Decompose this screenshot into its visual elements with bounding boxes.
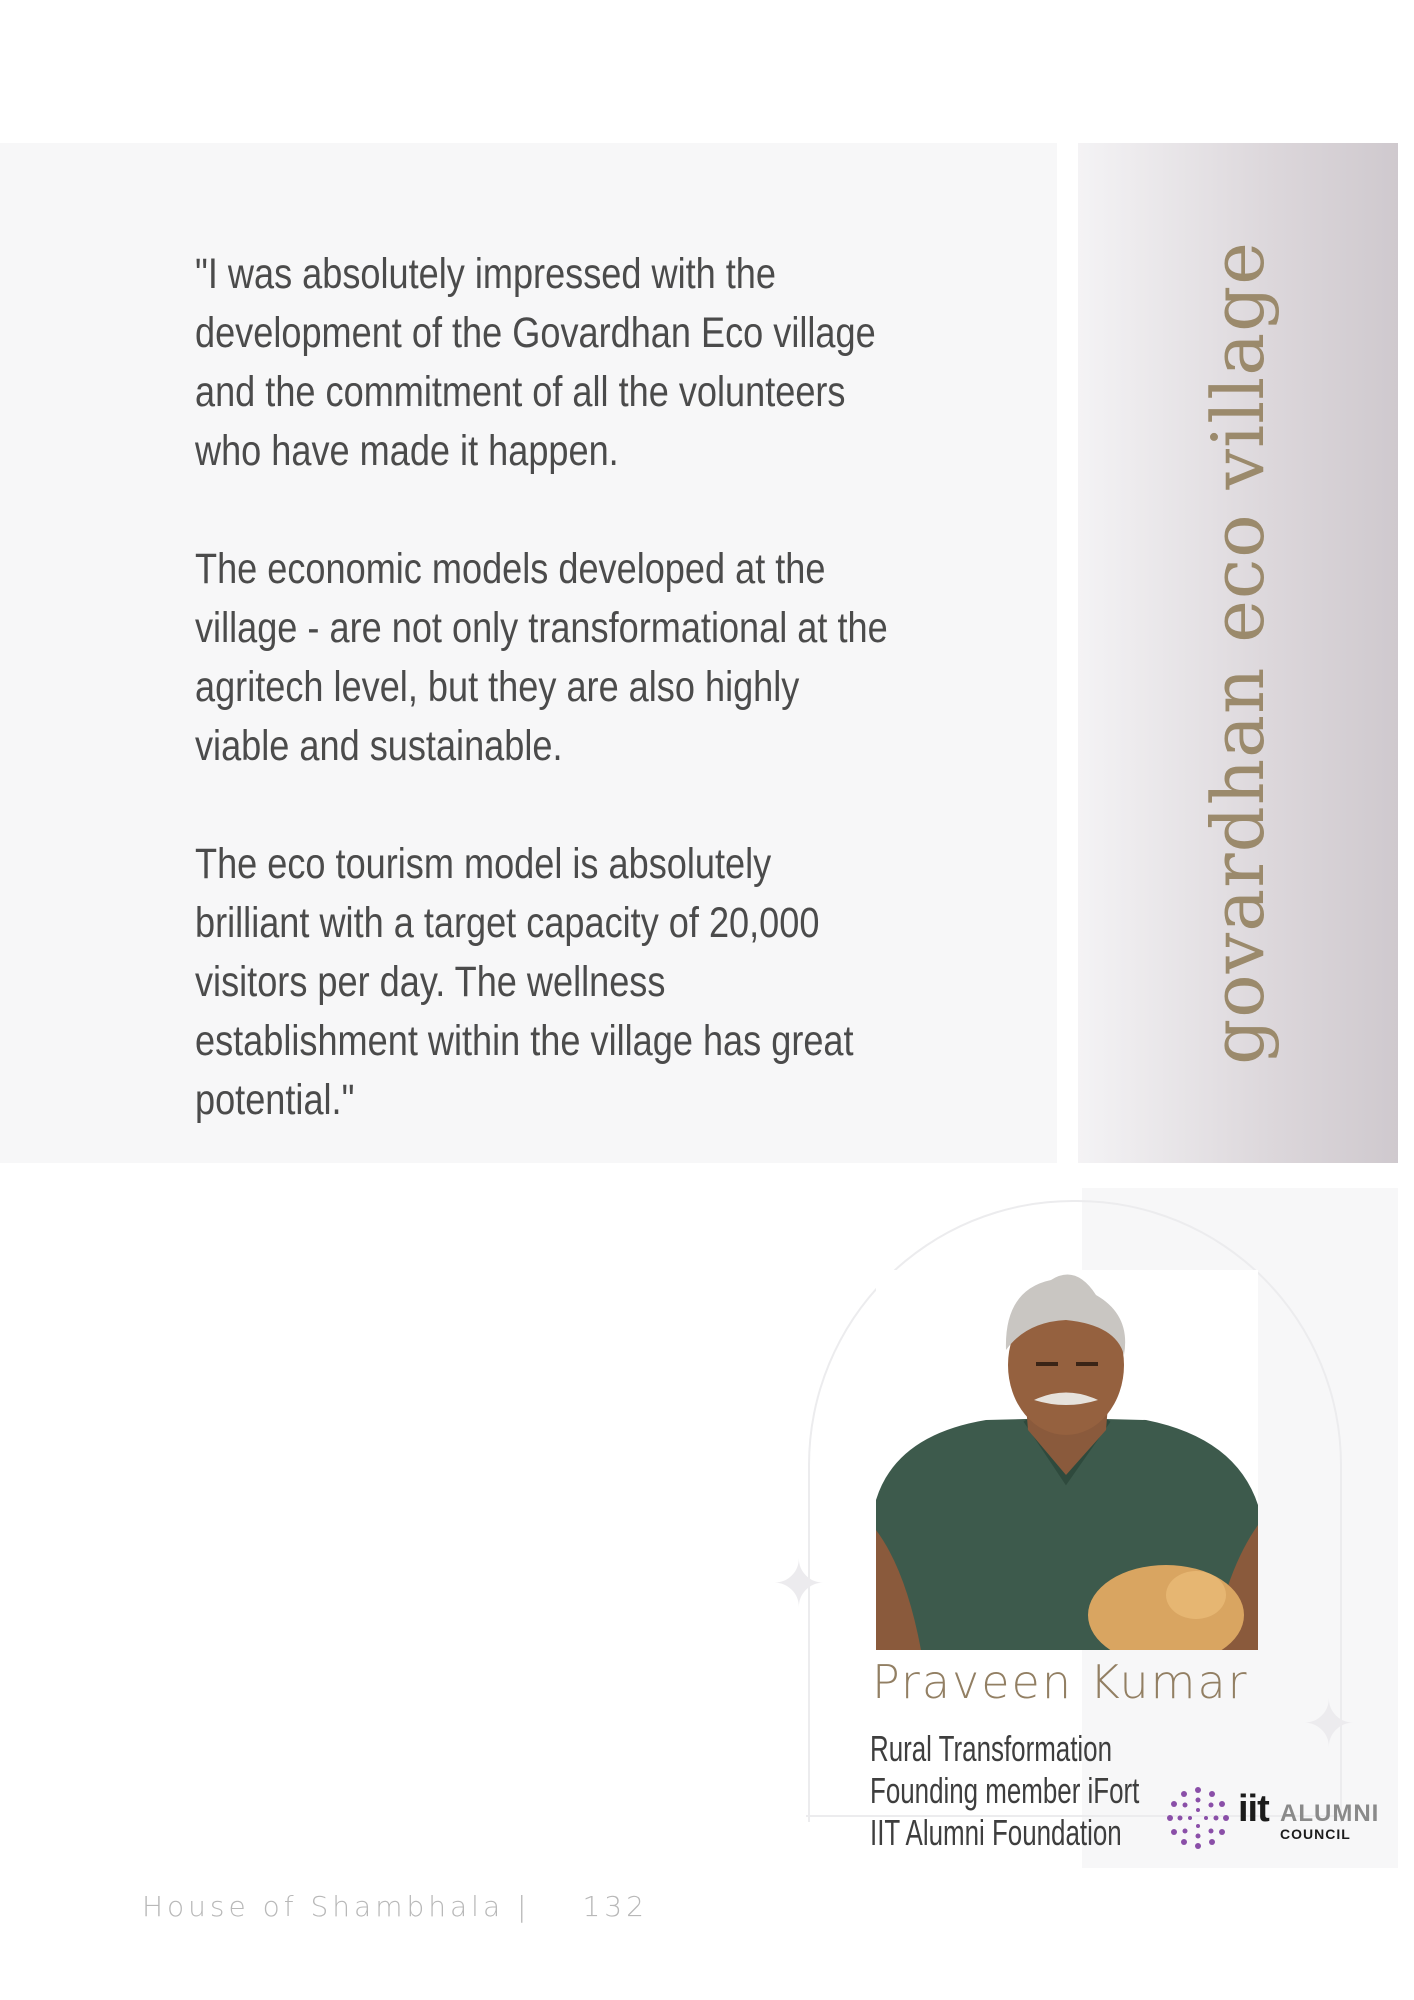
person-role: IIT Alumni Foundation — [870, 1812, 1122, 1853]
sparkle-icon: ✦ — [772, 1548, 826, 1620]
page-number: 132 — [582, 1890, 648, 1923]
testimonial-quote — [195, 245, 892, 1189]
quote-paragraph: The economic models developed at the village - are not only transformational at the agritech level, but they are also highly viable and sustainable. — [195, 545, 888, 770]
logo-council-text: COUNCIL — [1280, 1826, 1351, 1842]
page-footer — [142, 1890, 648, 1923]
quote-paragraph: "I was absolutely impressed with the development of the Govardhan Eco village and the commitment of all the volunteers who have made it happen. — [195, 250, 876, 475]
person-role: Founding member iFort — [870, 1770, 1140, 1811]
person-name: Praveen Kumar — [872, 1655, 1249, 1709]
person-role: Rural Transformation — [870, 1728, 1113, 1769]
vertical-section-title: govardhan eco village — [1196, 241, 1280, 1065]
side-title-band — [1078, 143, 1398, 1163]
iit-alumni-council-logo — [1166, 1786, 1396, 1852]
logo-alumni-text: ALUMNI — [1280, 1800, 1380, 1827]
logo-iit-text: iit — [1238, 1788, 1269, 1830]
sparkle-icon: ✦ — [1302, 1688, 1356, 1760]
dotted-circle-icon — [1166, 1786, 1230, 1850]
portrait-photo — [876, 1270, 1258, 1650]
quote-paragraph: The eco tourism model is absolutely brilliant with a target capacity of 20,000 visitors per day. The wellness establishment within the village has great potential." — [195, 840, 854, 1124]
publication-name: House of Shambhala | — [142, 1890, 531, 1923]
